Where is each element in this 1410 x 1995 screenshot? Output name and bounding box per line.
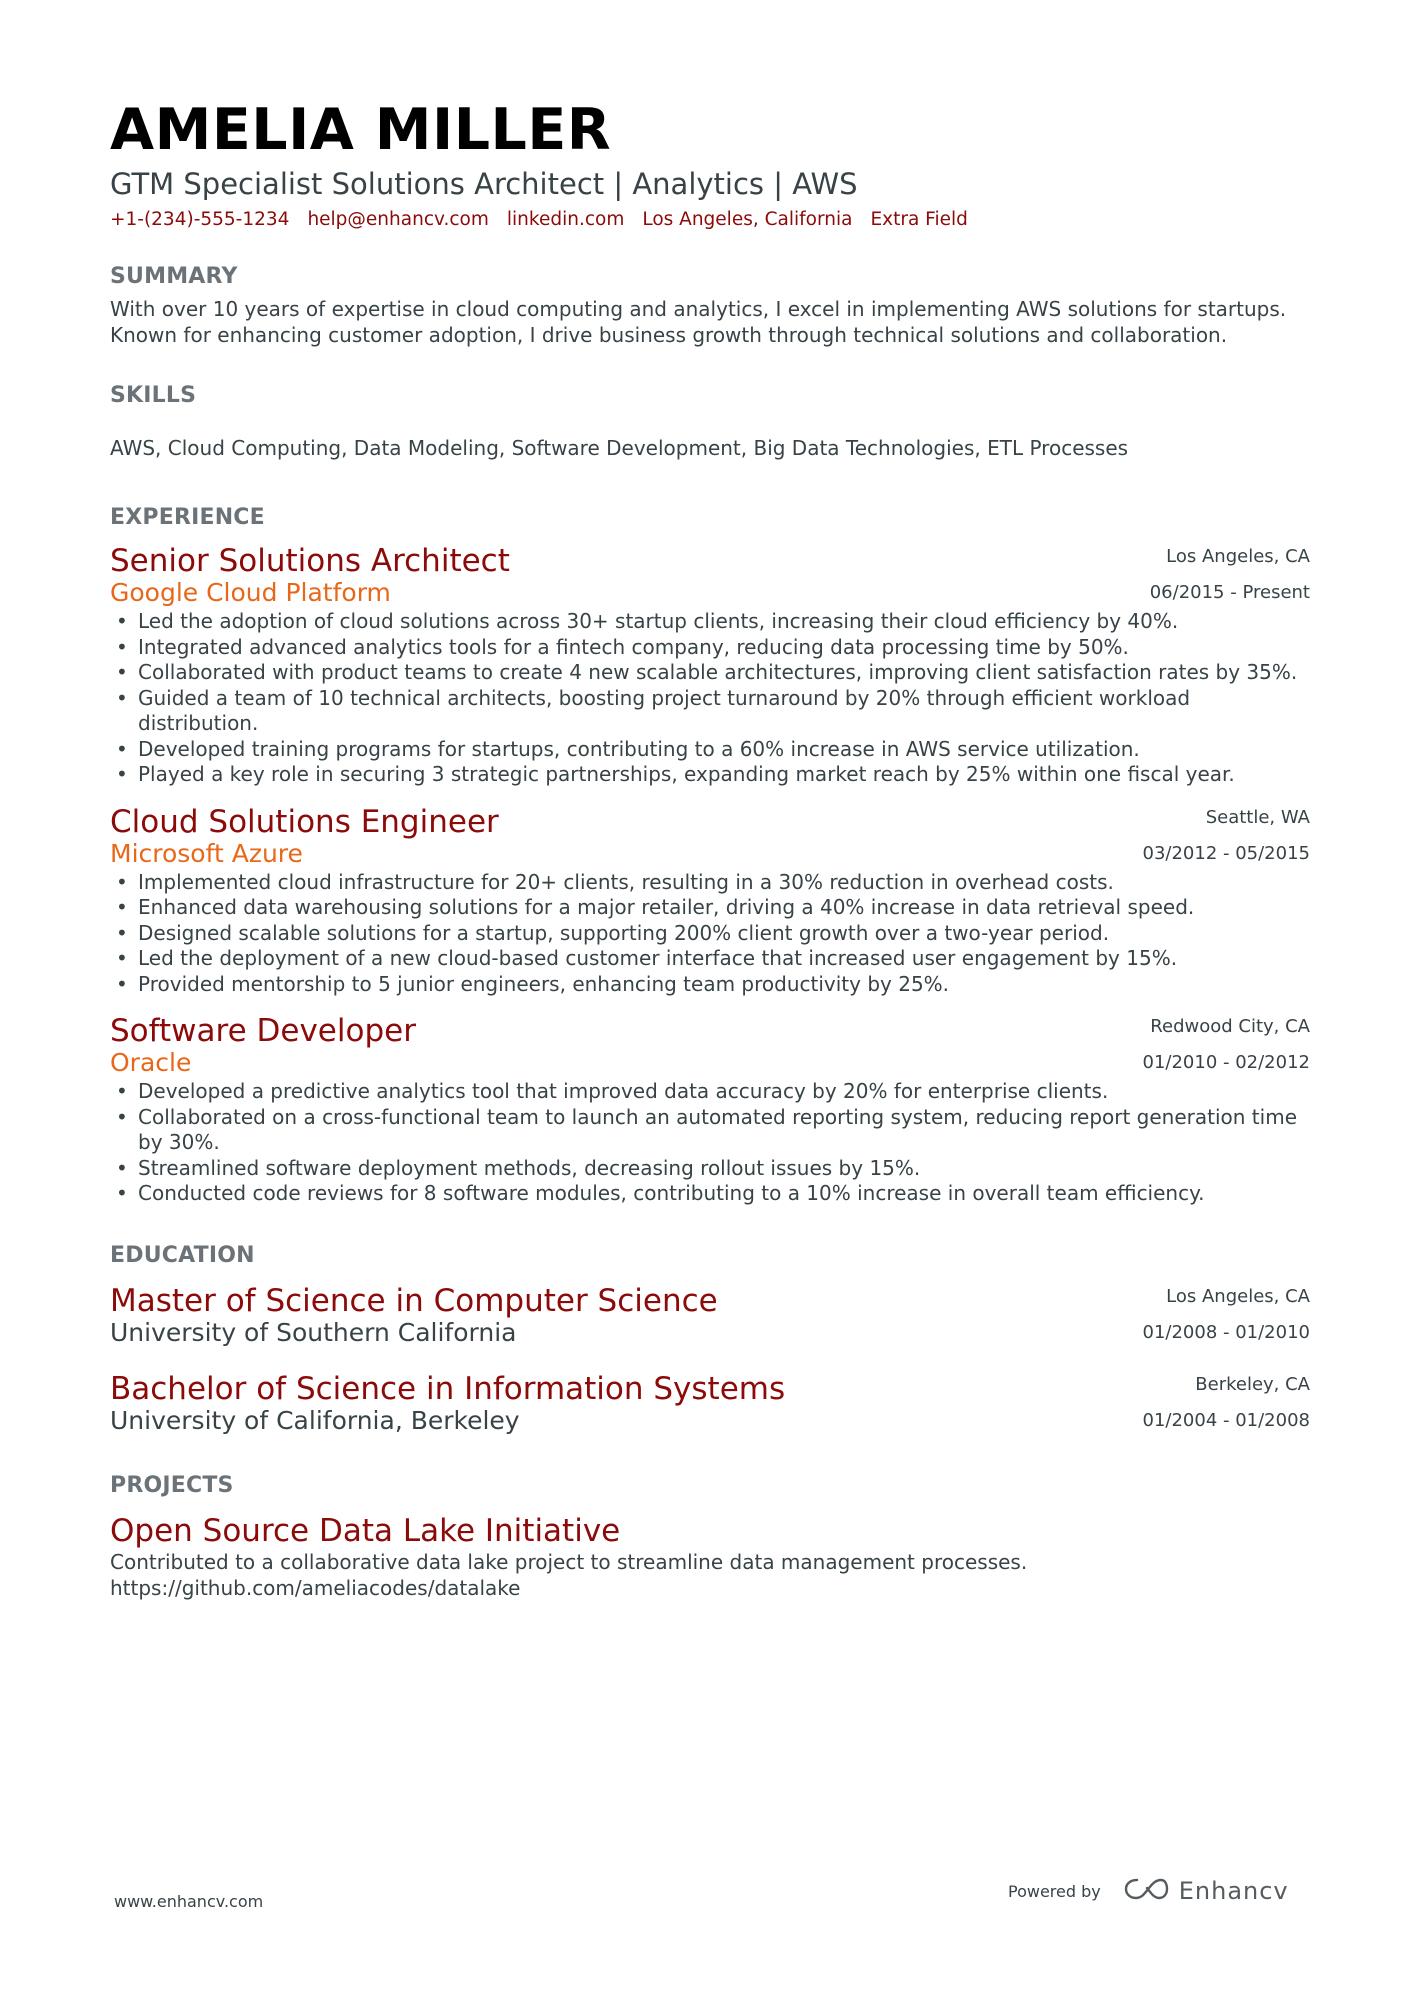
bullet-item: • Developed training programs for startups, contributing to a 60% increase in AWS service utilization. (110, 737, 1310, 763)
contact-phone[interactable]: +1-(234)-555-1234 (110, 209, 290, 230)
school-location: Berkeley, CA (1195, 1373, 1310, 1395)
summary-text (110, 296, 1310, 348)
bullet-item: • Implemented cloud infrastructure for 20+ clients, resulting in a 30% reduction in overhead costs. (110, 870, 1310, 896)
bullet-item: • Collaborated with product teams to create 4 new scalable architectures, improving client satisfaction rates by 35%. (110, 660, 1310, 686)
company-name: Google Cloud Platform (110, 578, 391, 607)
skills-section (110, 381, 1310, 461)
bullet-item: • Enhanced data warehousing solutions for a major retailer, driving a 40% increase in data retrieval speed. (110, 895, 1310, 921)
powered-by-label: Powered by (1008, 1881, 1101, 1901)
school-name: University of California, Berkeley (110, 1405, 520, 1435)
job-bullets (110, 870, 1310, 998)
projects-section (110, 1471, 1310, 1601)
school-dates: 01/2004 - 01/2008 (1142, 1409, 1310, 1431)
bullet-item: • Integrated advanced analytics tools for a fintech company, reducing data processing time by 50%. (110, 635, 1310, 661)
summary-heading: SUMMARY (110, 264, 238, 289)
summary-line: Known for enhancing customer adoption, I drive business growth through technical solutions and collaboration. (110, 323, 1228, 347)
job-dates: 03/2012 - 05/2015 (1142, 842, 1310, 864)
footer-website[interactable]: www.enhancv.com (114, 1892, 264, 1911)
project-description: Contributed to a collaborative data lake project to streamline data management processes. (110, 1549, 1028, 1574)
job-dates: 06/2015 - Present (1149, 582, 1310, 603)
experience-entry (110, 1013, 1310, 1207)
bullet-item: • Provided mentorship to 5 junior engineers, enhancing team productivity by 25%. (110, 972, 1310, 998)
company-name: Oracle (110, 1048, 192, 1077)
candidate-headline: GTM Specialist Solutions Architect | Analytics | AWS (110, 167, 858, 201)
project-title: Open Source Data Lake Initiative (110, 1512, 621, 1549)
entry-header (110, 1283, 1310, 1349)
school-location: Los Angeles, CA (1166, 1285, 1310, 1307)
entry-header (110, 1013, 1310, 1079)
job-bullets (110, 1079, 1310, 1207)
project-link[interactable]: https://github.com/ameliacodes/datalake (110, 1575, 521, 1600)
bullet-item: • Conducted code reviews for 8 software modules, contributing to a 10% increase in overall team efficiency. (110, 1181, 1310, 1207)
entry-header (110, 1371, 1310, 1437)
contact-extra-field: Extra Field (870, 209, 968, 230)
experience-section (110, 503, 1310, 1207)
job-title: Senior Solutions Architect (110, 543, 510, 579)
contact-location: Los Angeles, California (642, 209, 853, 230)
job-location: Los Angeles, CA (1166, 546, 1310, 567)
contact-linkedin[interactable]: linkedin.com (506, 209, 625, 230)
bullet-item: • Streamlined software deployment methods, decreasing rollout issues by 15%. (110, 1156, 1310, 1182)
education-section (110, 1241, 1310, 1437)
bullet-item: • Developed a predictive analytics tool that improved data accuracy by 20% for enterprise clients. (110, 1079, 1310, 1105)
job-title: Cloud Solutions Engineer (110, 803, 499, 840)
entry-header (110, 804, 1310, 870)
job-dates: 01/2010 - 02/2012 (1142, 1052, 1310, 1073)
projects-heading: PROJECTS (110, 1472, 234, 1498)
enhancv-brand[interactable] (1123, 1876, 1289, 1906)
project-entry (110, 1513, 1310, 1601)
experience-entry (110, 804, 1310, 998)
bullet-item: • Designed scalable solutions for a startup, supporting 200% client growth over a two-year period. (110, 921, 1310, 947)
footer-branding (1008, 1876, 1289, 1906)
summary-line: With over 10 years of expertise in cloud computing and analytics, I excel in implementing AWS solutions for startups. (110, 297, 1287, 321)
contact-email[interactable]: help@enhancv.com (307, 209, 489, 230)
job-location: Seattle, WA (1205, 806, 1310, 828)
resume-content (110, 96, 1310, 1601)
job-title: Software Developer (110, 1013, 416, 1049)
school-name: University of Southern California (110, 1317, 517, 1347)
skills-heading: SKILLS (110, 383, 197, 408)
job-location: Redwood City, CA (1150, 1016, 1310, 1037)
education-entry (110, 1371, 1310, 1437)
bullet-item: • Led the deployment of a new cloud-based customer interface that increased user engagement by 15%. (110, 946, 1310, 972)
education-entry (110, 1283, 1310, 1349)
candidate-name: AMELIA MILLER (110, 97, 612, 163)
skills-text: AWS, Cloud Computing, Data Modeling, Software Development, Big Data Technologies, ETL Processes (110, 436, 1129, 460)
school-dates: 01/2008 - 01/2010 (1142, 1321, 1310, 1343)
bullet-item: • Led the adoption of cloud solutions across 30+ startup clients, increasing their cloud efficiency by 40%. (110, 609, 1310, 635)
entry-header (110, 543, 1310, 609)
enhancv-brand-name: Enhancv (1178, 1877, 1289, 1905)
experience-heading: EXPERIENCE (110, 505, 265, 530)
contact-list (110, 206, 1310, 234)
degree-title: Master of Science in Computer Science (110, 1282, 718, 1319)
job-bullets (110, 609, 1310, 788)
education-heading: EDUCATION (110, 1242, 255, 1268)
summary-section (110, 262, 1310, 348)
degree-title: Bachelor of Science in Information Systems (110, 1370, 786, 1407)
bullet-item: • Played a key role in securing 3 strategic partnerships, expanding market reach by 25% within one fiscal year. (110, 762, 1310, 788)
experience-entry (110, 543, 1310, 788)
resume-header (110, 96, 1310, 234)
bullet-item: • Collaborated on a cross-functional team to launch an automated reporting system, reducing report generation time by 30%. (110, 1105, 1310, 1156)
company-name: Microsoft Azure (110, 838, 303, 868)
enhancv-logo-icon (1123, 1876, 1169, 1906)
bullet-item: • Guided a team of 10 technical architects, boosting project turnaround by 20% through efficient workload distribution. (110, 686, 1310, 737)
